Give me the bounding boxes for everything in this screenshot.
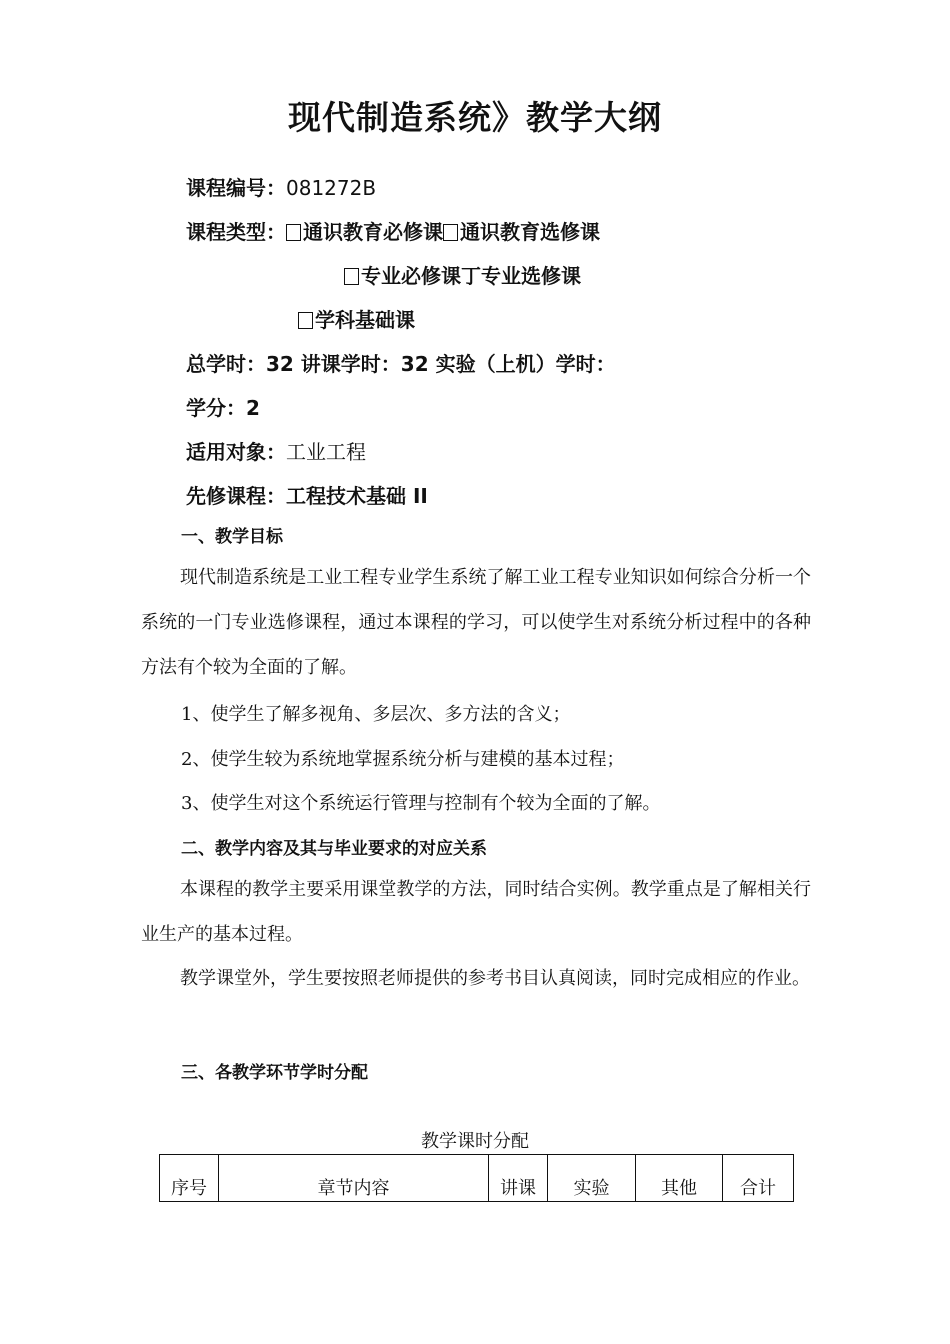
paragraph: 现代制造系统是工业工程专业学生系统了解工业工程专业知识如何综合分析一个系统的一门专业选修课程，通过本课程的学习，可以使学生对系统分析过程中的各种方法有个较为全面的了解。 — [141, 567, 811, 678]
table-header-cell: 其他 — [636, 1155, 723, 1202]
table-header-row — [160, 1155, 794, 1202]
table-header-cell: 合计 — [723, 1155, 794, 1202]
checkbox-icon — [344, 268, 359, 285]
course-type-option: 专业必修课 — [361, 264, 461, 288]
checkbox-icon — [298, 312, 313, 329]
course-type-option: 通识教育选修课 — [460, 220, 600, 244]
audience-line — [186, 436, 366, 465]
section-heading: 三、各教学环节学时分配 — [181, 1063, 368, 1083]
list-item: 3、使学生对这个系统运行管理与控制有个较为全面的了解。 — [181, 793, 661, 814]
audience-value: 工业工程 — [286, 440, 366, 464]
table-header-cell: 章节内容 — [219, 1155, 489, 1202]
checked-mark: 丁 — [461, 264, 481, 288]
course-type-option: 学科基础课 — [315, 308, 415, 332]
list-item: 2、使学生较为系统地掌握系统分析与建模的基本过程； — [181, 749, 625, 770]
hours-line: 总学时：32 讲课学时：32 实验（上机）学时： — [186, 352, 616, 376]
table-header-cell: 实验 — [548, 1155, 636, 1202]
course-type-line-3 — [298, 304, 415, 333]
list-item: 1、使学生了解多视角、多层次、多方法的含义； — [181, 704, 571, 725]
paragraph: 教学课堂外，学生要按照老师提供的参考书目认真阅读，同时完成相应的作业。 — [180, 968, 810, 989]
course-type-line — [186, 216, 600, 245]
course-code-value: 081272B — [286, 176, 377, 200]
course-code-line — [186, 172, 376, 201]
section-heading: 一、教学目标 — [181, 527, 283, 547]
course-type-option: 通识教育必修课 — [303, 220, 443, 244]
prerequisite-line: 先修课程：工程技术基础 II — [186, 484, 428, 508]
checkbox-icon — [443, 224, 458, 241]
table-header-cell: 序号 — [160, 1155, 219, 1202]
checkbox-icon — [286, 224, 301, 241]
document-title: 现代制造系统》教学大纲 — [288, 98, 662, 137]
table-header-cell: 讲课 — [489, 1155, 548, 1202]
credit-line: 学分：2 — [186, 396, 260, 420]
hours-table — [159, 1154, 794, 1202]
section-heading: 二、教学内容及其与毕业要求的对应关系 — [181, 839, 487, 859]
table-caption: 教学课时分配 — [421, 1131, 529, 1152]
paragraph: 本课程的教学主要采用课堂教学的方法，同时结合实例。教学重点是了解相关行业生产的基本过程。 — [141, 879, 811, 945]
course-code-label: 课程编号： — [186, 176, 286, 200]
course-type-label: 课程类型： — [186, 220, 286, 244]
course-type-line-2 — [344, 260, 581, 289]
audience-label: 适用对象： — [186, 440, 286, 464]
course-type-option: 专业选修课 — [481, 264, 581, 288]
